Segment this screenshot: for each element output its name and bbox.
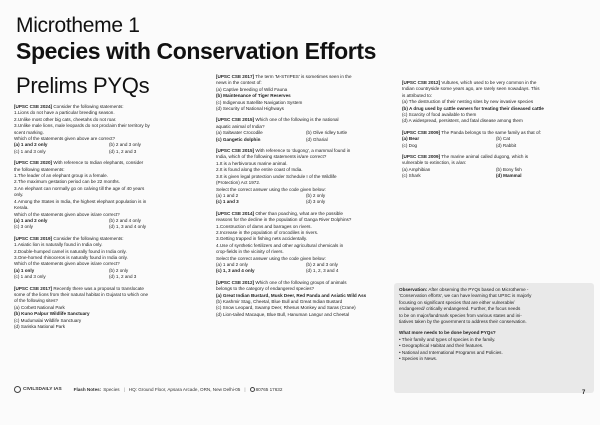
answer-option: (c) Mudumalai Wildlife Sanctuary bbox=[14, 317, 82, 323]
answer-option: (b) Bony fish bbox=[496, 166, 522, 172]
question-line: 1.Construction of dams and barrages on rivers. bbox=[216, 223, 312, 229]
answer-option: (a) 1 and 2 bbox=[216, 192, 239, 198]
question-line: 2.It is found along the entire coast of India. bbox=[216, 167, 303, 173]
question-block bbox=[14, 236, 204, 281]
answer-option: (d) Mammal bbox=[496, 173, 522, 179]
answer-option: (c) 1, 3 and 4 only bbox=[216, 268, 255, 274]
section-subtitle: Prelims PYQs bbox=[16, 73, 150, 98]
question-line: Which of the statements given above is/are correct? bbox=[14, 211, 120, 217]
question-line: 3.One-horned rhinoceros is naturally found in India only. bbox=[14, 254, 128, 260]
question-text: With reference to Indian elephants, consider bbox=[53, 160, 144, 166]
logo-mark-icon bbox=[14, 386, 21, 393]
answer-option: (c) Gangetic dolphin bbox=[216, 136, 261, 142]
answer-option: (a) Corbett National Park bbox=[14, 304, 65, 310]
option-row bbox=[216, 199, 396, 205]
answer-option: (c) 1 and 3 only bbox=[14, 274, 46, 280]
question-id: [UPSC CSE 2014] bbox=[216, 210, 255, 216]
question-line: Kerala. bbox=[14, 205, 29, 211]
question-block bbox=[14, 160, 204, 230]
observation-line-1: 'Conservation efforts', we can have learning that UPSC is majorly bbox=[399, 293, 532, 299]
answer-option: (b) Cat bbox=[496, 136, 511, 142]
todo-item: • National and International Programs and Policies. bbox=[399, 349, 503, 355]
answer-option: (d) 1, 2, 3 and 4 bbox=[306, 268, 339, 274]
answer-option: (b) Olive ridley turtle bbox=[306, 130, 348, 136]
answer-option: (d) Sariska National Park bbox=[14, 324, 66, 329]
question-text: Which one of the following is the national bbox=[255, 117, 339, 123]
question-text: The Panda belongs to the same family as that of: bbox=[441, 129, 542, 135]
answer-option: (c) Scarcity of food available to them bbox=[402, 112, 477, 118]
observation-line-5: tiatives taken by the government to address their conservation. bbox=[399, 319, 527, 325]
question-line: crop-fields in the vicinity of rivers. bbox=[216, 249, 284, 255]
question-line: Select the correct answer using the code given below: bbox=[216, 255, 326, 261]
todo-item: • Geographical Habitat and their features. bbox=[399, 343, 484, 349]
answer-option: (d) 1, 3 and 4 only bbox=[109, 224, 147, 230]
todo-title: What more needs to be done beyond PYQs? bbox=[399, 330, 496, 336]
page-title: Species with Conservation Efforts bbox=[16, 38, 376, 64]
question-block bbox=[402, 80, 590, 125]
question-block bbox=[216, 74, 396, 112]
question-id: [UPSC CSE 2012] bbox=[402, 80, 441, 85]
question-line: Which of the statements given above is/are correct? bbox=[14, 261, 120, 267]
question-line: 2.Increase in the population of crocodiles in rivers. bbox=[216, 229, 319, 235]
option-row bbox=[14, 274, 204, 280]
answer-option: (a) Saltwater Crocodile bbox=[216, 130, 263, 136]
question-line: of the following sites? bbox=[14, 298, 58, 304]
option-row bbox=[402, 143, 590, 149]
answer-option: (b) Kuno Palpur Wildlife Sanctuary bbox=[14, 311, 90, 317]
answer-option: (d) A widespread, persistent, and fatal disease among them bbox=[402, 118, 523, 124]
answer-option: (b) 2 and 4 only bbox=[109, 217, 141, 223]
question-line: aquatic animal of India? bbox=[216, 123, 265, 129]
answer-option: (b) 2 and 3 only bbox=[306, 261, 338, 267]
answer-option: (d) Rabbit bbox=[496, 142, 517, 148]
observation-line-0: Observation: After observing the PYQs based on Microtheme - bbox=[399, 287, 529, 292]
observation-line-4: to be on major/landmark species from various states and ini- bbox=[399, 312, 522, 318]
answer-option: (b) 2 only bbox=[306, 192, 326, 198]
question-line: Select the correct answer using the code given below: bbox=[216, 186, 326, 192]
footer-divider: | bbox=[123, 386, 125, 392]
question-id: [UPSC CSE 2009] bbox=[402, 154, 441, 160]
question-line: is attributed to: bbox=[402, 92, 433, 98]
question-line: Which of the statements given above are correct? bbox=[14, 136, 116, 142]
answer-option: (b) Maintenance of Tiger Reserves bbox=[216, 93, 291, 99]
option-row bbox=[216, 137, 396, 143]
question-line: 4.Among the States in India, the highest elephant population is in bbox=[14, 198, 147, 204]
question-column-1 bbox=[14, 104, 204, 335]
question-text: Which one of the following groups of animals bbox=[255, 279, 347, 285]
question-block bbox=[14, 286, 204, 331]
answer-option: (d) 3 only bbox=[306, 199, 326, 205]
footer bbox=[14, 383, 344, 395]
answer-option: (a) Bear bbox=[402, 136, 420, 142]
question-line: 3.It is given legal protection under Schedule I of the Wildlife bbox=[216, 173, 337, 179]
flash-notes-value: Species bbox=[103, 386, 120, 392]
page-number: 7 bbox=[582, 390, 586, 396]
question-line: 1.Asiatic lion is naturally found in India only. bbox=[14, 242, 103, 248]
question-line: 2.Double-humped camel is naturally found in India only. bbox=[14, 248, 127, 254]
brand-logo: CIVILSDAILY IAS bbox=[14, 386, 62, 393]
answer-option: (d) 1, 2 and 3 bbox=[109, 148, 137, 154]
answer-option: (a) 1 only bbox=[14, 267, 35, 273]
microtheme-label: Microtheme 1 bbox=[16, 14, 140, 37]
answer-option: (b) 2 only bbox=[109, 267, 129, 273]
todo-item: • Species in News. bbox=[399, 356, 438, 362]
question-text: Recently there was a proposal to translocate bbox=[53, 285, 144, 291]
answer-option: (a) 1 and 2 only bbox=[14, 142, 48, 148]
question-id: [UPSC CSE 2017] bbox=[216, 74, 255, 79]
question-text: The term 'M-STrIPES' is sometimes seen in the bbox=[255, 74, 352, 79]
answer-option: (d) Lion-tailed Macaque, Blue Bull, Hanuman Langur and Cheetal bbox=[216, 311, 350, 317]
question-block bbox=[216, 148, 396, 206]
question-line: 1.Lions do not have a particular breeding season. bbox=[14, 110, 115, 116]
answer-option: (a) Amphibian bbox=[402, 166, 431, 172]
answer-option: (d) 1, 2 and 3 bbox=[109, 274, 137, 280]
question-block bbox=[216, 117, 396, 143]
answer-option: (a) Great Indian Bustard, Musk Deer, Red Panda and Asiatic Wild Ass bbox=[216, 292, 367, 298]
answer-option: (b) 2 and 3 only bbox=[109, 142, 141, 148]
question-line: (Protection) Act 1972. bbox=[216, 180, 261, 186]
question-line: 1.The leader of an elephant group is a female. bbox=[14, 173, 108, 179]
question-block bbox=[216, 280, 396, 318]
question-text: Consider the following statements: bbox=[53, 104, 124, 109]
question-text: With reference to 'dugong', a mammal found in bbox=[255, 148, 351, 154]
question-line: 3.Unlike male lions, male leopards do not proclaim their territory by bbox=[14, 123, 150, 129]
question-line: news in the context of: bbox=[216, 80, 262, 86]
question-line: India, which of the following statements is/are correct? bbox=[216, 154, 327, 160]
question-text: Consider the following statements: bbox=[53, 235, 124, 241]
question-column-3 bbox=[402, 80, 590, 185]
question-id: [UPSC CSE 2024] bbox=[14, 104, 53, 109]
question-text: Other than poaching, what are the possible bbox=[255, 210, 343, 216]
observation-label: Observation: bbox=[399, 287, 428, 292]
answer-option: (c) Shark bbox=[402, 173, 421, 179]
observation-line-2: focusing on significant species that are either vulnerable/ bbox=[399, 299, 515, 305]
question-id: [UPSC CSE 2015] bbox=[216, 117, 255, 123]
option-row bbox=[216, 268, 396, 274]
question-id: [UPSC CSE 2012] bbox=[216, 279, 255, 285]
option-row bbox=[402, 173, 590, 179]
question-line: 4.Use of synthetic fertilizers and other agricultural chemicals in bbox=[216, 242, 344, 248]
answer-option: (c) Indigenous Satellite Navigation System bbox=[216, 99, 303, 105]
question-line: some of the lions from their natural habitat in Gujarat to which one bbox=[14, 291, 149, 297]
question-text: Vultures, which used to be very common in the bbox=[441, 80, 537, 85]
answer-option: (a) 1 and 2 only bbox=[14, 217, 48, 223]
question-id: [UPSC CSE 2009] bbox=[402, 129, 441, 135]
option-row bbox=[14, 224, 204, 230]
answer-option: (c) Snow Leopard, Swamp Deer, Rhesus Monkey and Saras (Crane) bbox=[216, 305, 356, 311]
question-line: 3.Getting trapped in fishing nets accidentally. bbox=[216, 236, 308, 242]
flash-notes-label: Flash Notes: bbox=[73, 386, 102, 392]
question-line: 1.It is a herbivorous marine animal. bbox=[216, 160, 288, 166]
question-id: [UPSC CSE 2020] bbox=[14, 160, 53, 166]
question-line: the following statements: bbox=[14, 166, 65, 172]
footer-phone: 80765 17632 bbox=[255, 386, 283, 392]
question-line: vulnerable to extinction, is a/an: bbox=[402, 160, 467, 166]
answer-option: (c) 1 and 3 only bbox=[14, 148, 46, 154]
question-column-2 bbox=[216, 74, 396, 323]
question-block bbox=[216, 211, 396, 275]
answer-option: (a) The destruction of their nesting sites by new invasive species bbox=[402, 99, 534, 105]
option-row bbox=[14, 149, 204, 155]
footer-divider: | bbox=[244, 386, 246, 392]
answer-option: (d) Gharial bbox=[306, 136, 328, 142]
question-line: reasons for the decline in the population of Ganga River Dolphins? bbox=[216, 217, 352, 223]
observation-box bbox=[394, 283, 594, 393]
answer-option: (c) 3 only bbox=[14, 224, 33, 230]
observation-text bbox=[399, 287, 589, 325]
question-line: only. bbox=[14, 192, 24, 198]
question-line: 2.Unlike most other big cats, cheetahs do not roar. bbox=[14, 116, 117, 122]
question-line: 2.The maximum gestation period can be 22 months. bbox=[14, 179, 120, 185]
answer-option: (a) Captive breeding of Wild Fauna bbox=[216, 86, 288, 92]
question-block bbox=[14, 104, 204, 155]
answer-option: (c) 1 and 3 bbox=[216, 199, 239, 205]
whatsapp-icon bbox=[250, 387, 255, 392]
todo-item: • Their family and types of species in the family. bbox=[399, 336, 496, 342]
question-id: [UPSC CSE 2015] bbox=[216, 148, 255, 154]
footer-address: HQ: Ground Floor, Apsara Arcade, ORN, New Delhi-05 bbox=[128, 386, 241, 392]
question-line: 3.An elephant can normally go on calving till the age of 40 years bbox=[14, 185, 145, 191]
question-block bbox=[402, 154, 590, 180]
answer-option: (c) Dog bbox=[402, 142, 418, 148]
question-block bbox=[402, 130, 590, 149]
answer-option: (d) Security of National Highways bbox=[216, 106, 284, 112]
question-id: [UPSC CSE 2017] bbox=[14, 285, 53, 291]
answer-option: (b) A drug used by cattle owners for treating their diseased cattle bbox=[402, 105, 544, 111]
question-text: The marine animal called dugong, which is bbox=[441, 154, 529, 160]
question-id: [UPSC CSE 2019] bbox=[14, 235, 53, 241]
answer-option: (a) 1 and 2 only bbox=[216, 261, 248, 267]
question-line: belongs to the category of endangered species? bbox=[216, 286, 315, 292]
question-line: Indian countryside some years ago, are rarely seen nowadays. This bbox=[402, 86, 540, 92]
question-line: scent marking. bbox=[14, 129, 44, 135]
answer-option: (b) Kashmir Stag, Cheetal, Blue Bull and Great Indian Bustard bbox=[216, 299, 343, 304]
observation-line-3: endangered/ critically endangered. Further, the focus needs bbox=[399, 306, 521, 312]
